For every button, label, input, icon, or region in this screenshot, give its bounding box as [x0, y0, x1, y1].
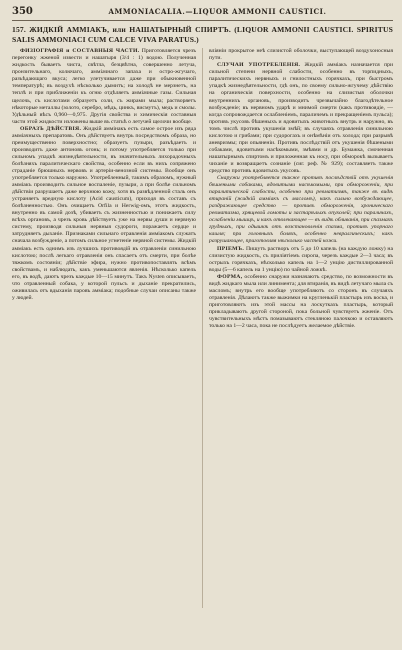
section-heading: ПРІЕМЪ. — [217, 245, 245, 252]
two-column-body — [12, 48, 393, 608]
paragraph-form — [209, 274, 393, 330]
page-header — [12, 6, 393, 21]
section-heading: ФИЗІОГРАФІЯ и СОСТАВНЫЯ ЧАСТИ. — [20, 48, 140, 55]
paragraph-text: Приготовляется чрезъ перегонку жженой извести и нашатыря (3/4 : 1) водою. Полученная жидкость бываетъ чиста, свѣтла, безцвѣтна, совершенно летуча, пронзительнаго, колючаго, амміачнаго запаха и остро-жгучаго, разъѣдающаго вкуса; легко улетучивается даже при обыкновенной температурѣ; въ воздухѣ нѣсколько дымитъ; на холодѣ не мерзнетъ, на теплѣ и при приближеніи къ огню отдѣляетъ амміачные газы. Сильная щелочь, съ кислотами образуетъ соли, съ жирами мыла; растворяетъ нѣкоторые металлы (золото, серебро, мѣдь, цинкъ, висмутъ), медь и смолы. Удѣльный вѣсъ 0,960—0,975. Другія свойства и химическія составныя части этой жидкости изложены выше въ статьѣ о летучей щелочи вообще. — [12, 48, 196, 125]
paragraph-text: Жидкій аммінакъ есть самое острое изъ ряда амміачныхъ препаратовъ. Онъ дѣйствуетъ внутрь посредствомъ образа, но преимущественно поверхностно; образуетъ пузыри, разъѣдаетъ и производитъ даже антоновъ огонь; и потому употребляется только при сильномъ упадкѣ жизнедѣятельности, въ значительныхъ лихорадочныхъ болѣзняхъ паралитическаго свойства, особенно если въ нихъ сопряжено страданіе брюшныхъ нервовъ и артеріи-венозной системы. Вообще онъ употребляется только наружно. Употребленный, такимъ образомъ, нужный амміакъ производитъ сильное воспаленіе, пузыри, а при болѣе сильномъ дѣйствіи разрушаетъ даже верхнюю кожу, хотя въ развѣдленной сталь онъ устраняетъ вредную кислоту (Acid causticum), приходя въ составъ съ болѣзненностью. Онъ очищаетъ Orfila и Herwig-омъ, этотъ жидкость, внутренно въ самой дозѣ, убиваетъ съ жизненностью и понижаетъ силу всѣхъ органовъ, а чрезъ кровь дѣйствуетъ уже на нервы души и нервную систему, производя сильныя нервныя судороги, поражаетъ сердце и затрудняетъ дыханіе. Признаками сильнаго отравленія амміакомъ служатъ сначала возбужденіе, а потомъ сильное угнетеніе нервной системы. Жидкій амміакъ есть однимъ изъ лучшихъ противоядій въ отравленіи синильною кислотою; послѣ легкаго отравленія онъ спасаетъ отъ смерти, при болѣе тяжкомъ состояніи; дѣйствіе эфира, нужно противопоставлять всѣмъ свойствамъ, и наблюдать, какъ уменьшаются явленія. Нѣсколько капель его, въ водѣ, даютъ чрезъ каждые 10—15 минутъ. Такъ Nysten описываетъ, что отравленный собака, у которой пульсъ и дыханіе прекратились, оживилась отъ вдыханія паровъ амміака; подобные случаи описаны также у людей. — [12, 125, 196, 301]
paragraph-text: вліяніи прокрытое неѣ слизистой оболочки, выступающей воздухоносныя пути. — [209, 48, 393, 62]
paragraph-text: Пишутъ растворъ отъ 5 до 10 капель (на каждую ложку) на слизистую жидкость, съ приліятіемъ сиропа, черезъ каждые 2—3 часа; въ острыхъ горячкахъ, нѣсколько капель на 1—2 унцію дистиллированной воды (5—6 капель на 1 унцію) по чайной ложкѣ. — [209, 245, 393, 273]
paragraph-physiography — [12, 48, 196, 126]
paragraph-action — [12, 126, 196, 302]
article-title: 157. ЖИДКІЙ АММІАКЪ, или НАШАТЫРНЫЙ СПИРТЪ. (LIQUOR AMMONII CAUSTICI. SPIRITUS SALIS AMMONIACI CUM CALCE VIVA PARATUS.) — [12, 25, 393, 44]
section-heading: СЛУЧАИ УПОТРЕБЛЕНІЯ. — [217, 62, 301, 69]
running-head: AMMONIACALIA.—LIQUOR AMMONII CAUSTICI. — [108, 7, 327, 16]
paragraph-text: Жидкій амміакъ назначается при сильной степени нервной слабости, особенно въ торпидныхъ, паралитическихъ нервныхъ и гнилостныхъ горячкахъ, при быстромъ упадкѣ жизнедѣятельности, гдѣ онъ, по своему сильно-жгучему дѣйствію на органическія поверхности, особенно на слизистыя оболочки внутреннихъ органовъ, производитъ чрезвычайно благодѣтельное возбужденіе; въ нервномъ ударѣ и мнимой смерти (какъ противоядіе, — когда сопровождается ослабленіемъ, параличемъ и прекращеніемъ пульса); противъ укусовъ бѣшеныхъ и ядовитыхъ животныхъ внутрь и наружно, въ томъ числѣ противъ укушенія змѣй; въ случаяхъ отравленія синильною кислотою и грибами; при судорогахъ и онѣмѣніи отъ холода; при разрывѣ аневризмы; при опьяненіи. Противъ послѣдствій отъ укушенія бѣшеными собаками, ядовитыми насѣкомыми, змѣями и др. Бумажка, смоченная нашатырнымъ спиртомъ и приложенная къ носу, при обморокѣ вызываетъ чиханіе и возвращаетъ сознаніе (сиг. реф. № 929); составляетъ также средство противъ ядовитыхъ укусовъ. — [209, 62, 393, 174]
paragraph-uses — [209, 62, 393, 175]
page-number: 350 — [12, 6, 33, 17]
section-heading: ОБРАЗЪ ДѢЙСТВІЯ. — [20, 125, 82, 132]
paragraph-text: Снаружи употребляется также противъ послѣдствій отъ укушенія бѣшеными собаками, ядовитыми насѣкомыми, при обмороженіи, при паралитической слабости, особенно при ревматизмѣ, также въ видѣ втираній (жидкій амміакъ съ масломъ), какъ сильно возбуждающее, раздражающее средство — противъ обмороженія, хроническаго ревматизма, хрящевой ломоты и застарѣлыхъ опухолей; при параличахъ, ослабленіи мышцъ, и какъ отвлекающее — въ видѣ обливанія, при спазмахъ грудныхъ, при одышкѣ отъ возстановленія спазма, противъ упорнаго кашля; при головныхъ боляхъ, особенно невралгическихъ; какъ разрушающее, приготовляя нѣсколько частей кожи. — [209, 175, 393, 245]
paragraph-dose — [209, 246, 393, 274]
paragraph-text: особенно снаружи назначаютъ средство, по возможности въ видѣ жидкаго мыла или линимента; для втиранія, въ видѣ летучаго мыла съ масломъ; внутрь его вообще употребляютъ со сторонъ въ случаяхъ отравленія. Дѣлаютъ также выжимки на кругленькій пластырь изъ воска, и приготовляютъ изъ этой массы на лоскуткахъ пластырь, который прикладываютъ другой стороной, пока больной чувствуетъ жженіе. Отъ чувствительныхъ мѣстъ помазываютъ стекляною палочкою и оставляютъ только на 1—2 часа, пока не послѣдуетъ желаемое дѣйствіе. — [209, 273, 393, 330]
right-column — [202, 48, 393, 608]
section-heading: ФОРМА, — [217, 273, 243, 280]
paragraph-continuation — [209, 48, 393, 62]
paragraph-external-use — [209, 175, 393, 245]
left-column — [12, 48, 202, 608]
